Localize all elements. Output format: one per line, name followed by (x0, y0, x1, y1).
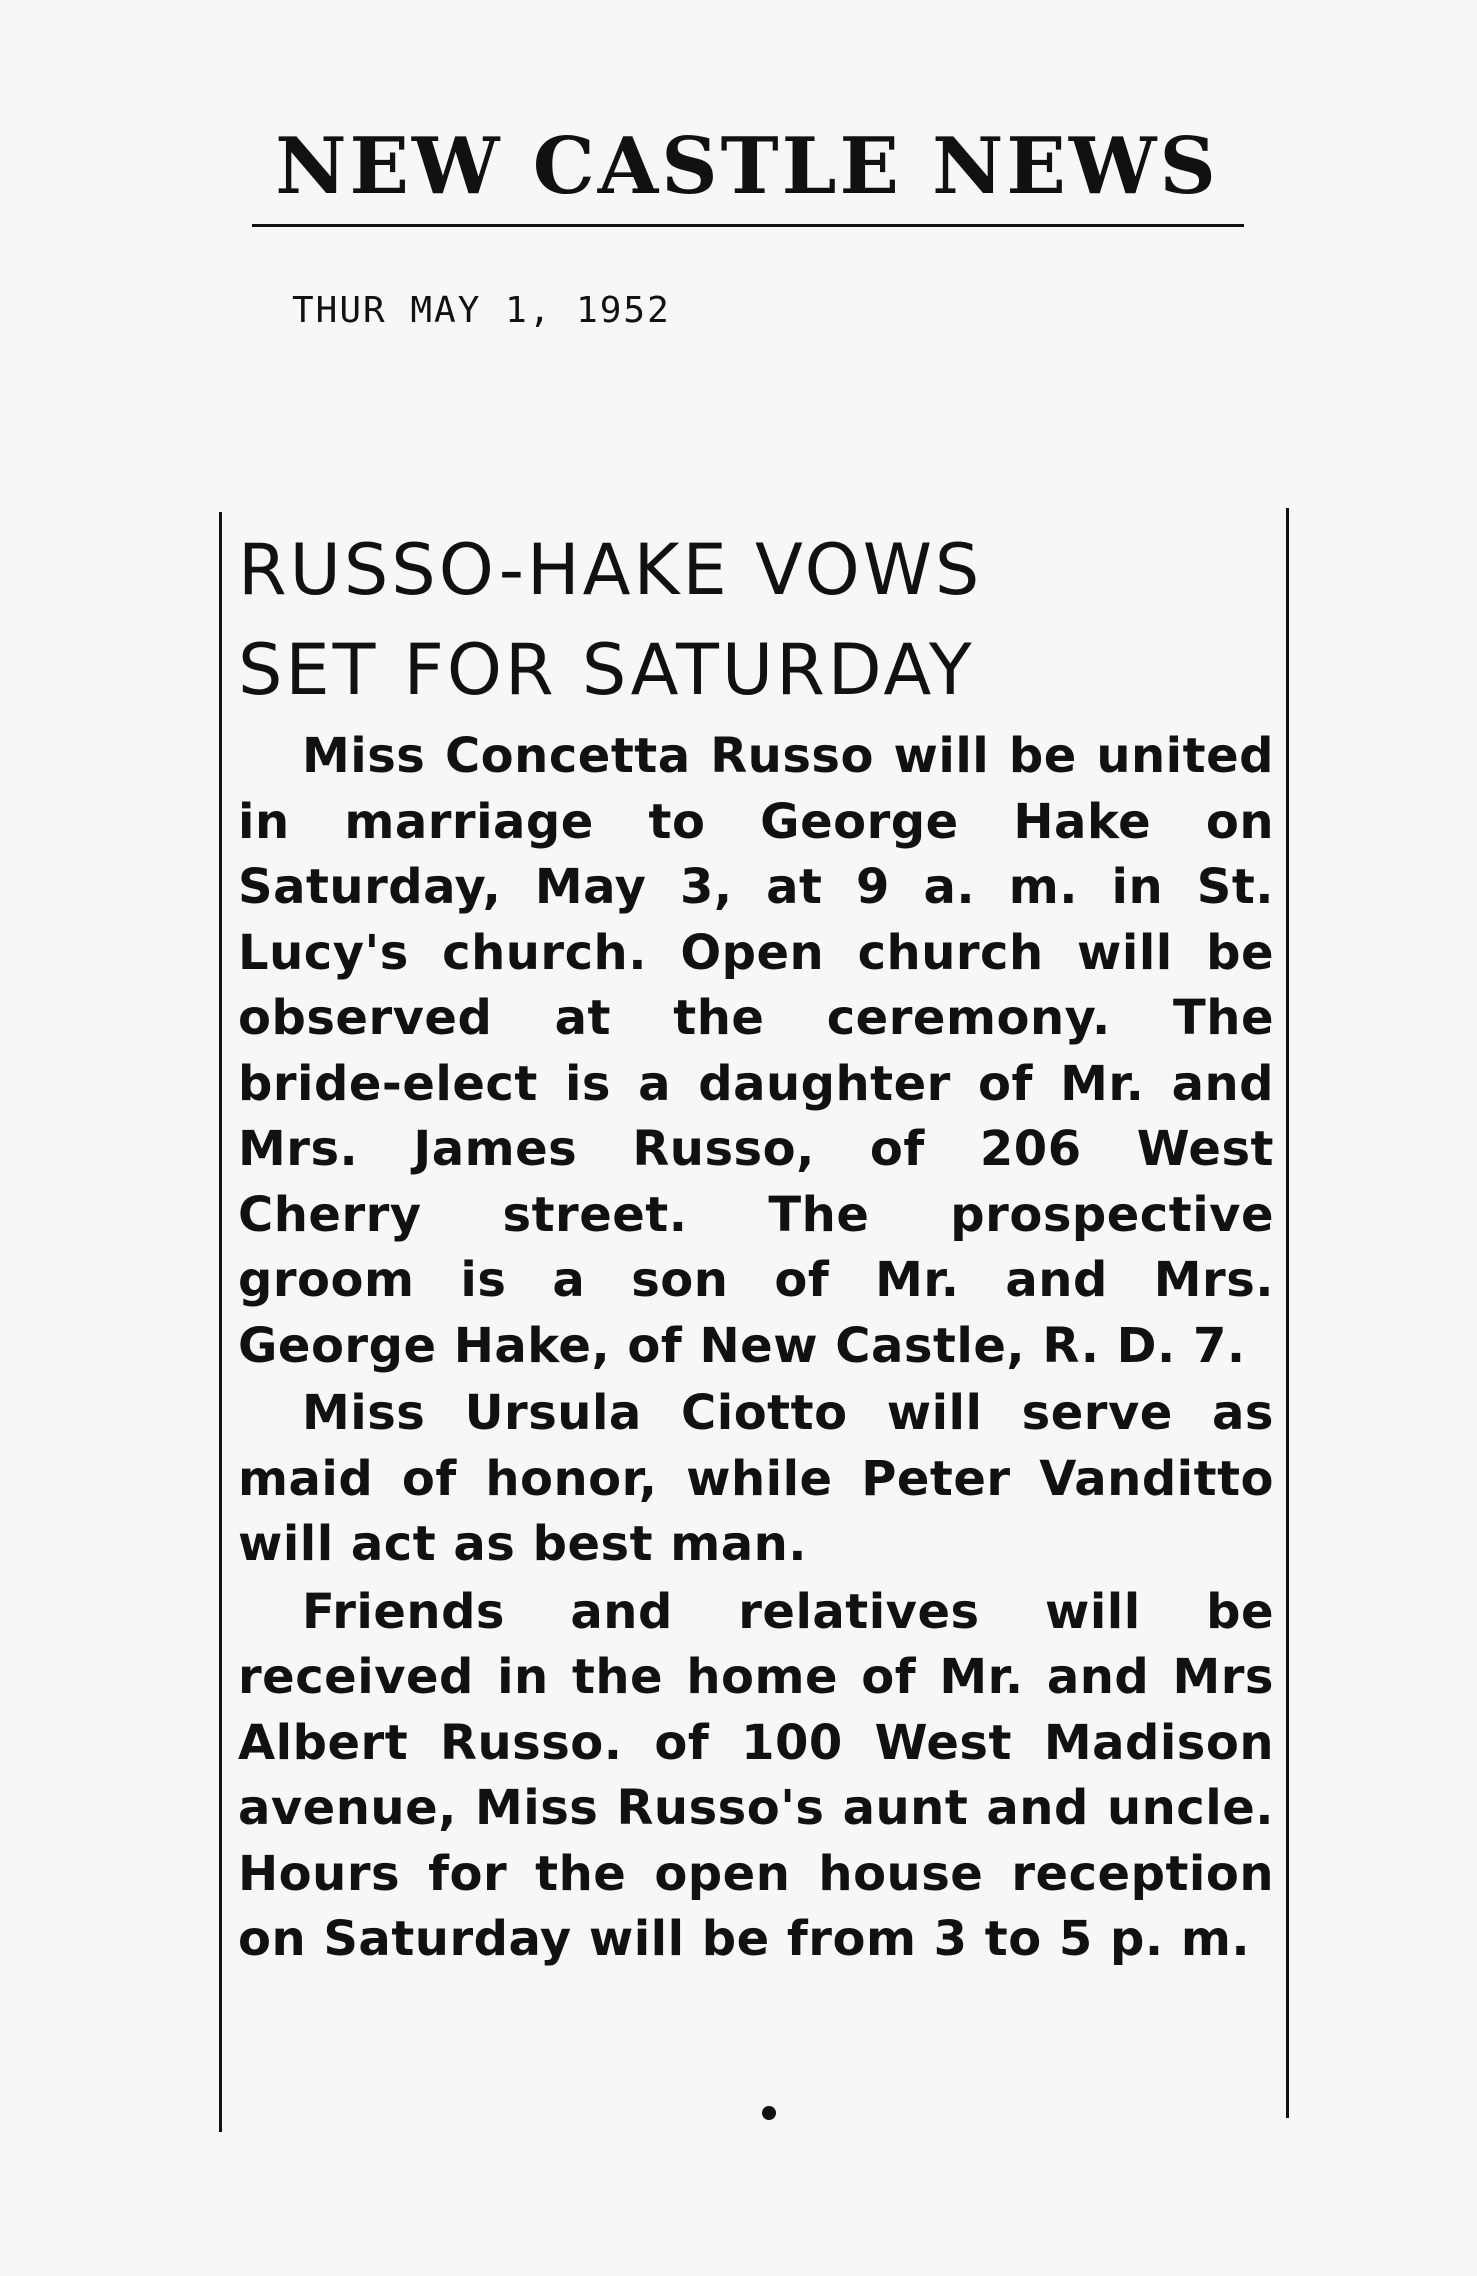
article-headline (238, 520, 1098, 720)
article-body (238, 724, 1274, 1973)
end-of-article-dot (762, 2106, 776, 2120)
article-paragraph: Miss Concetta Russo will be united in marriage to George Hake on Saturday, May 3, at 9 a. m. in St. Lucy's church. Open church will be observed at the ceremony. The bride-elect is a daughter of Mr. and Mrs. James Russo, of 206 West Cherry street. The prospective groom is a son of Mr. and Mrs. George Hake, of New Castle, R. D. 7. (238, 728, 1274, 1374)
column-rule-left (219, 512, 222, 2132)
headline-line-1: RUSSO-HAKE VOWS (238, 529, 983, 611)
article-paragraph: Friends and relatives will be received in the home of Mr. and Mrs Albert Russo. of 100 West Madison avenue, Miss Russo's aunt and uncle. Hours for the open house reception on Saturday will be from 3 to 5 p. m. (238, 1583, 1274, 1967)
article-paragraph: Miss Ursula Ciotto will serve as maid of honor, while Peter Vanditto will act as best man. (238, 1385, 1274, 1572)
newspaper-masthead: NEW CASTLE NEWS (275, 121, 1219, 212)
column-rule-right (1286, 508, 1289, 2118)
article-clipping (238, 520, 1274, 1973)
masthead-underline (252, 224, 1244, 227)
handwritten-dateline: THUR MAY 1, 1952 (292, 290, 671, 331)
headline-line-2: SET FOR SATURDAY (238, 629, 975, 711)
